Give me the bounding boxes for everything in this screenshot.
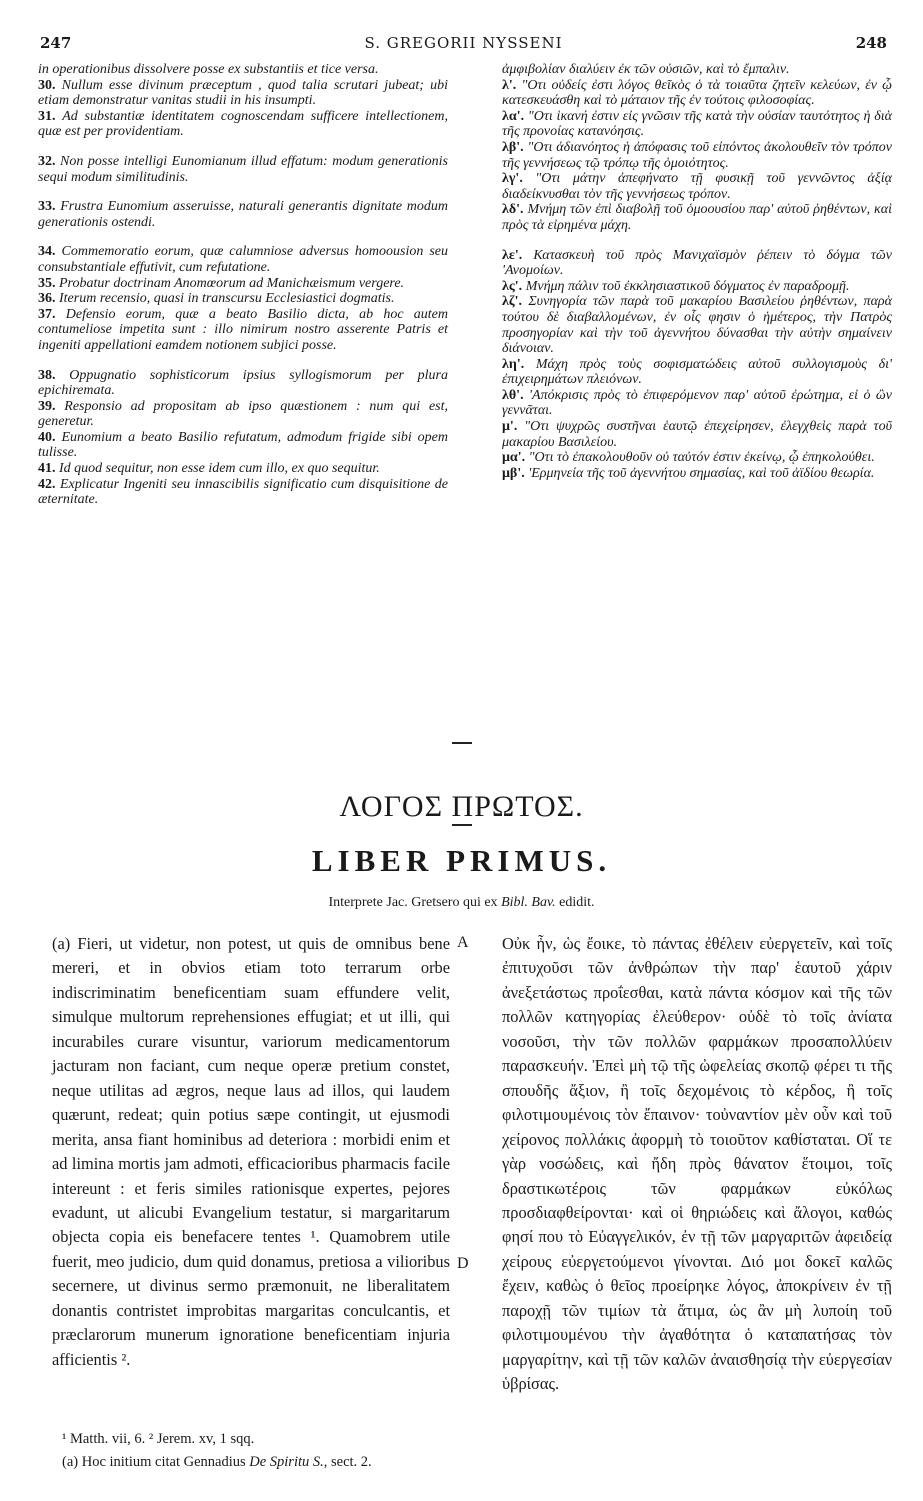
toc-entry: [502, 294, 892, 356]
toc-entry-text: Frustra Eunomium asseruisse, naturali generantis dignitate modum generationis ostendi.: [38, 199, 448, 230]
toc-entry-text: Nullum esse divinum præceptum , quod talia scrutari jubeat; ubi etiam demonstratur vanitas studii in his insumpti.: [38, 77, 449, 109]
toc-entry: [38, 430, 448, 461]
greek-paragraph: Οὐκ ἦν, ὡς ἔοικε, τὸ πάντας ἐθέλειν εὐεργετεῖν, καὶ τοῖς ἐπιτυχοῦσι τῶν ἀνθρώπων τὴν παρ' ἑαυτοῦ χάριν ἀνεξετάστως προΐεσθαι, κατὰ πάντα κόσμον καὶ τῆς τῶν πολλῶν κατηγορίας ἐλεύθερον· οὐδὲ τὸ τοῖς ἀνίατα νοσοῦσι, τὴν τῶν πολλῶν φαρμάκων προσαπολλύειν παρασκευήν. Ἐπεὶ μὴ τῷ τῆς ὠφελείας σκοπῷ φέρει τι τῆς σπουδῆς ἄξιον, ἢ τοῖς δεχομένοις τὸ κέρδος, ἢ τοῖς φιλοτιμουμένοις τὸν ἔπαινον· τοὐναντίον μὲν οὖν καὶ τοῦ χείρονος πολλάκις ἀφορμὴ τὸ τοιοῦτον καθίσταται. Οἵ τε γὰρ νοσώδεις, καὶ ἤδη πρὸς θάνατον ἕτοιμοι, τοῖς δραστικωτέροις τῶν φαρμάκων εὐκόλως προσδιαφθείρονται· καὶ οἱ θηριώδεις καὶ ἄλογοι, καθώς φησί που τὸ Εὐαγγελικόν, ἐν τῇ τῶν μαργαριτῶν ἀφειδείᾳ χείρους εὐεργετούμενοι γίνονται. Διό μοι δοκεῖ καλῶς ἔχειν, καθὼς ὁ θεῖος προείρηκε λόγος, ἀποκρίνειν ἐν τῇ παροχῇ τῶν τιμίων τὰ ἄτιμα, ὡς ἂν μὴ λυποίη τοῦ φιλοτιμουμένου τὴν ἀγαθότητα ὁ καταπατήσας τὸν μαργαρίτην, καὶ τῇ τῶν καλῶν ἀναισθησίᾳ τὴν εὐεργεσίαν ὑβρίσας.: [502, 934, 892, 1394]
toc-entry-number: 40.: [38, 429, 62, 445]
toc-entry: [38, 276, 448, 292]
running-header: [40, 34, 887, 56]
footnote-prefix: (a) Hoc initium citat Gennadius: [62, 1454, 246, 1470]
toc-entry: [38, 154, 448, 185]
toc-entry-number: μα'.: [502, 450, 529, 466]
toc-entry: [38, 109, 448, 140]
margin-marker-d: D: [457, 1255, 469, 1272]
toc-entry: [502, 62, 892, 78]
toc-entry-text: Responsio ad propositam ab ipso quæstionem : num qui est, generetur.: [38, 398, 449, 430]
toc-entry: [38, 291, 448, 307]
footnote-suffix: , sect. 2.: [323, 1454, 372, 1470]
toc-entry-text: "Οτι μάτην ἀπεφήνατο τῇ φυσικῇ τοῦ γεννῶντος ἀξίᾳ διαδείκνυσθαι τὸν τῆς γεννήσεως τρόπον.: [502, 171, 892, 202]
interpreter-line: [0, 895, 923, 911]
toc-entry-text: Id quod sequitur, non esse idem cum illo, ex quo sequitur.: [59, 461, 380, 477]
greek-body-column: [502, 932, 892, 1397]
toc-entry-text: Eunomium a beato Basilio refutatum, admodum frigide sibi opem tulisse.: [38, 429, 448, 461]
toc-entry-text: "Οτι οὐδείς ἐστι λόγος θεῖκὸς ὁ τὰ τοιαῦτα ζητεῖν κελεύων, ἐν ᾧ κατεσκευάσθη καὶ τὸ μάταιον τῆς ἐν τούτοις φιλοσοφίας.: [502, 77, 892, 109]
toc-entry-text: Commemoratio eorum, quæ calumniose adversus homoousion seu consubstantiale effutivit, cum refutatione.: [38, 244, 449, 275]
toc-entry-text: Probatur doctrinam Anomœorum ad Manichæismum vergere.: [59, 275, 405, 291]
toc-entry-text: "Οτι ψυχρῶς συστῆναι ἑαυτῷ ἐπεχείρησεν, ἐλεγχθεὶς παρὰ τοῦ μακαρίου Βασιλείου.: [502, 419, 892, 450]
footnote-line-2: [62, 1451, 372, 1474]
toc-entry-text: Ad substantiæ identitatem cognoscendam sufficere intellectionem, quæ est per providentiam.: [38, 108, 448, 140]
toc-entry: [502, 388, 892, 419]
toc-entry-number: 30.: [38, 77, 62, 93]
toc-entry-text: Μνήμη τῶν ἐπὶ διαβολῇ τοῦ ὁμοουσίου παρ' αὐτοῦ ῥηθέντων, καὶ πρὸς τὰ εἰρημένα μάχη.: [502, 202, 892, 233]
toc-entry: [502, 78, 892, 109]
toc-entry: [38, 199, 448, 230]
toc-entry-number: λη'.: [502, 356, 536, 372]
running-title: S. GREGORII NYSSENI: [364, 34, 563, 52]
toc-entry-number: 35.: [38, 275, 59, 291]
interpreter-prefix: Interprete Jac. Gretsero qui ex: [328, 895, 498, 910]
toc-entry-number: 41.: [38, 461, 59, 477]
toc-entry: [38, 477, 448, 508]
toc-entry-text: Μάχη πρὸς τοὺς σοφισματώδεις αὐτοῦ συλλογισμοὺς δι' ἐπιχειρημάτων πλειόνων.: [502, 356, 893, 388]
latin-body-column: [52, 932, 450, 1372]
toc-entry: [38, 399, 448, 430]
toc-entry-number: λγ'.: [502, 171, 536, 187]
toc-entry-text: Κατασκευὴ τοῦ πρὸς Μανιχαϊσμὸν ῥέπειν τὸ δόγμα τῶν 'Ανομοίων.: [502, 247, 892, 279]
toc-entry-number: λα'.: [502, 108, 528, 124]
toc-entry-number: 36.: [38, 291, 59, 307]
toc-entry-number: 37.: [38, 306, 66, 322]
toc-entry: [502, 109, 892, 140]
toc-entry-number: λθ'.: [502, 387, 530, 403]
page-number-right: 248: [855, 34, 887, 52]
toc-entry: [38, 78, 448, 109]
toc-entry-text: ἀμφιβολίαν διαλύειν ἐκ τῶν οὐσιῶν, καὶ τὸ ἔμπαλιν.: [502, 62, 790, 77]
toc-entry: [38, 62, 448, 78]
toc-entry-number: μβ'.: [502, 465, 529, 481]
toc-entry-text: "Οτι ἱκανή ἐστιν εἰς γνῶσιν τῆς κατὰ τὴν οὐσίαν ταυτότητος ἡ διὰ τῆς προνοίας κατανόησις.: [502, 108, 892, 140]
page-number-left: 247: [40, 34, 72, 52]
toc-entry-text: Μνήμη πάλιν τοῦ ἐκκλησιαστικοῦ δόγματος ἐν παραδρομῇ.: [525, 278, 850, 294]
footnote-line-1: ¹ Matth. vii, 6. ² Jerem. xv, 1 sqq.: [62, 1431, 255, 1447]
toc-entry-text: "Οτι ἀδιανόητος ἡ ἀπόφασις τοῦ εἰπόντος ἀκολουθεῖν τὸν τρόπον τῆς γεννήσεως τῷ τρόπῳ τῆς ὁμοιότητος.: [502, 139, 892, 171]
toc-entry: [502, 466, 892, 482]
interpreter-source: Bibl. Bav.: [501, 895, 556, 910]
toc-entry: [502, 279, 892, 295]
latin-paragraph: (a) Fieri, ut videtur, non potest, ut quis de omnibus bene mereri, et in obvios etiam toto terrarum orbe indiscriminatim beneficentiam suam effundere velit, simulque multorum reprehensiones effugiat; et ut illi, qui incurabiles curare visuntur, variorum medicamentorum jacturam non faciant, cum neque operæ pretium constet, neque utilitas ad ægros, neque laus ad illos, qui laudem quærunt, redeat; quin potius sæpe contingit, ut ejusmodi merita, ansa fiant hominibus ad deteriora : morbidi enim et ad limina mortis jam admoti, efficacioribus pharmacis facile intereunt : et feris similes rationisque expertes, pejores evadunt, ut alicubi Evangelium testatur, si margaritarum objecta copia eis benefacere tentes ¹. Quamobrem utile fuerit, meo judicio, dum quid donamus, pretiosa a vilioribus secernere, ut divinus sermo præmonuit, ne liberalitatem donantis contristet improbitas margaritas conculcantis, et præclarorum munerum ignoratione beneficentiam injuria afficientis ².: [52, 934, 450, 1369]
toc-entry: [502, 248, 892, 279]
toc-entry-number: λζ'.: [502, 294, 529, 310]
toc-entry-number: 42.: [38, 476, 60, 492]
toc-entry-number: 31.: [38, 108, 63, 124]
interpreter-suffix: edidit.: [559, 895, 595, 910]
divider-rule: [452, 824, 472, 826]
toc-entry-number: 33.: [38, 199, 61, 215]
toc-entry: [38, 307, 448, 354]
toc-entry-text: 'Απόκρισις πρὸς τὸ ἐπιφερόμενον παρ' αὐτοῦ ἐρώτημα, εἰ ὁ ὢν γεννᾶται.: [502, 387, 892, 419]
toc-entry-number: μ'.: [502, 419, 525, 435]
toc-entry: [38, 461, 448, 477]
divider-rule: [452, 742, 472, 744]
footnote-italic: De Spiritu S.: [249, 1454, 324, 1470]
footnotes: [62, 1428, 372, 1474]
toc-greek-column: [502, 62, 892, 481]
toc-entry: [38, 244, 448, 275]
toc-entry-text: Defensio eorum, quæ a beato Basilio dicta, ab hoc autem contumeliose impetita sunt : illo nimirum nostro asserente Patris et ingeniti appellationi eamdem notionem subjici posse.: [38, 306, 448, 353]
toc-entry-text: 'Ερμηνεία τῆς τοῦ ἀγεννήτου σημασίας, καὶ τοῦ ἀϊδίου θεωρία.: [528, 465, 875, 481]
latin-book-title: LIBER PRIMUS.: [311, 843, 612, 878]
toc-entry-number: λ'.: [502, 77, 522, 93]
margin-marker-a: A: [457, 934, 469, 951]
greek-book-title: ΛΟΓΟΣ ΠΡΩΤΟΣ.: [339, 790, 584, 823]
toc-entry-number: 39.: [38, 398, 65, 414]
toc-latin-column: [38, 62, 448, 508]
toc-entry: [502, 140, 892, 171]
toc-entry: [502, 171, 892, 202]
toc-entry: [502, 419, 892, 450]
toc-entry: [502, 202, 892, 233]
toc-entry-text: Explicatur Ingeniti seu innascibilis significatio cum disquisitione de æternitate.: [38, 476, 449, 508]
toc-entry-number: λς'.: [502, 278, 526, 294]
toc-entry: [38, 368, 448, 399]
toc-entry-number: 32.: [38, 153, 61, 169]
toc-entry-text: Oppugnatio sophisticorum ipsius syllogismorum per plura epichiremata.: [38, 367, 449, 399]
toc-entry-text: Συνηγορία τῶν παρὰ τοῦ μακαρίου Βασιλείου ῥηθέντων, παρὰ τούτου δὲ διαβαλλομένων, ἐν οἷς φησιν ὁ ἡμέτερος, τὴν Πατρὸς προσηγορίαν καὶ τὴν τοῦ ἀγεννήτου δύνασθαι τὴν αὐτὴν σημαίνειν διάνοιαν.: [502, 294, 892, 357]
toc-entry-number: λε'.: [502, 247, 534, 263]
toc-entry-number: 38.: [38, 367, 70, 383]
toc-entry-text: "Οτι τὸ ἐπακολουθοῦν οὐ ταὐτόν ἐστιν ἐκείνῳ, ᾧ ἐπηκολούθει.: [528, 450, 875, 466]
toc-entry-number: 34.: [38, 244, 62, 260]
toc-entry-text: Non posse intelligi Eunomianum illud effatum: modum generationis sequi modum similitudinis.: [38, 153, 449, 185]
toc-entry: [502, 357, 892, 388]
toc-entry-number: λδ'.: [502, 202, 528, 218]
toc-entry-number: λβ'.: [502, 139, 528, 155]
toc-entry-text: in operationibus dissolvere posse ex substantiis et tice versa.: [38, 62, 379, 77]
toc-entry: [502, 450, 892, 466]
toc-entry-text: Iterum recensio, quasi in transcursu Ecclesiastici dogmatis.: [59, 291, 395, 307]
